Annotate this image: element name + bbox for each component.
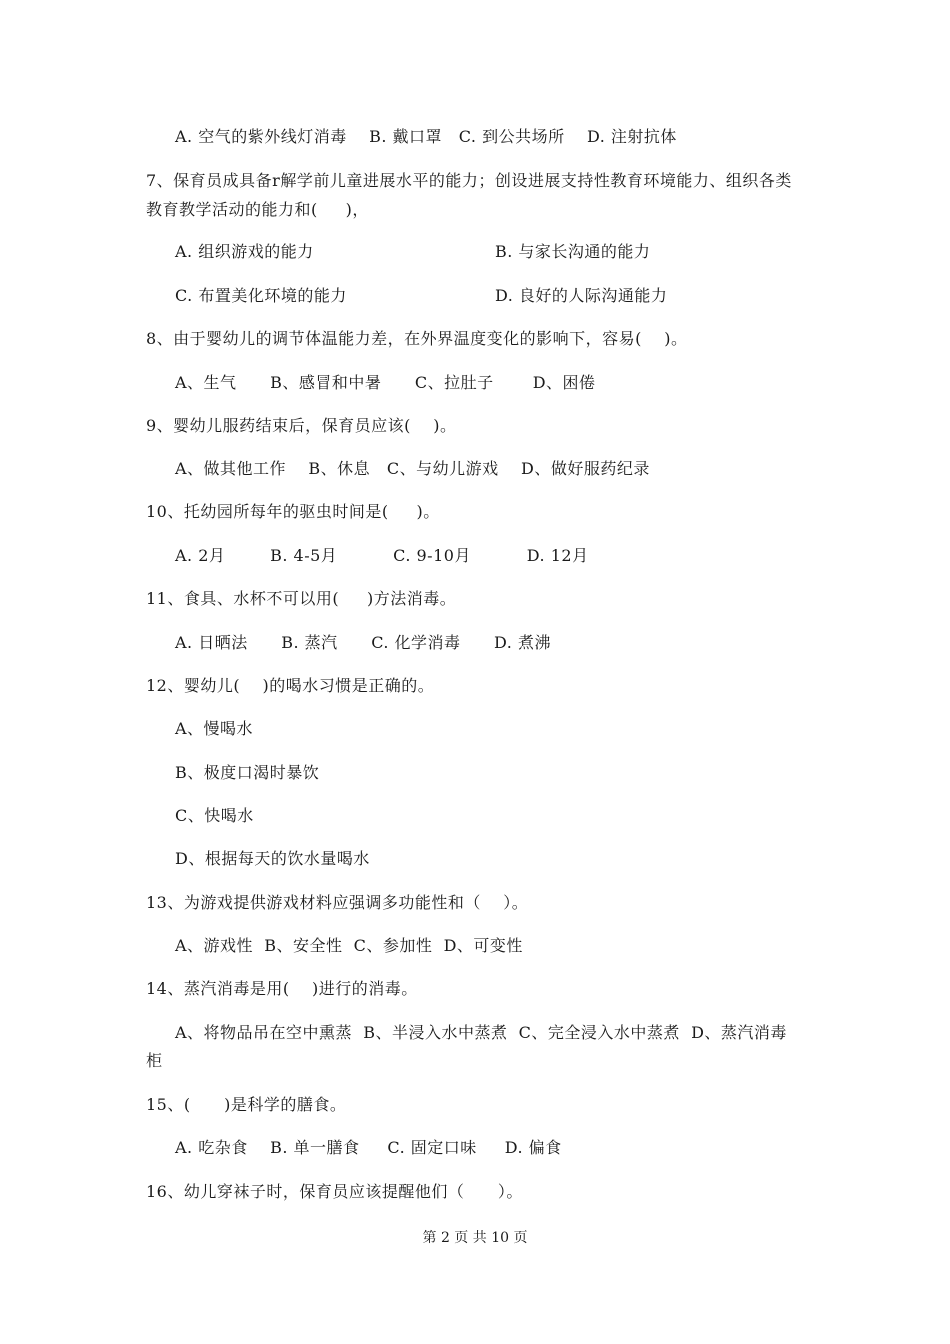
q7-option-b: B. 与家长沟通的能力 <box>495 242 651 261</box>
q13-stem: 13、为游戏提供游戏材料应强调多功能性和（ ）。 <box>146 893 529 912</box>
q15-stem: 15、( )是科学的膳食。 <box>146 1095 347 1114</box>
q11-options: A. 日晒法 B. 蒸汽 C. 化学消毒 D. 煮沸 <box>175 633 551 652</box>
q11-stem: 11、食具、水杯不可以用( )方法消毒。 <box>146 589 457 608</box>
q12-option-b: B、极度口渴时暴饮 <box>175 763 320 782</box>
q12-option-a: A、慢喝水 <box>175 719 254 738</box>
q7-option-d: D. 良好的人际沟通能力 <box>495 286 668 305</box>
q13-options: A、游戏性 B、安全性 C、参加性 D、可变性 <box>175 936 523 955</box>
q16-stem: 16、幼儿穿袜子时，保育员应该提醒他们（ ）。 <box>146 1182 523 1201</box>
q14-options-line1: A、将物品吊在空中熏蒸 B、半浸入水中蒸煮 C、完全浸入水中蒸煮 D、蒸汽消毒 <box>175 1023 787 1042</box>
q8-stem: 8、由于婴幼儿的调节体温能力差，在外界温度变化的影响下，容易( )。 <box>146 329 688 348</box>
q12-option-d: D、根据每天的饮水量喝水 <box>175 849 370 868</box>
q7-stem-line2: 教育教学活动的能力和( )， <box>146 200 369 219</box>
q9-stem: 9、婴幼儿服药结束后，保育员应该( )。 <box>146 416 457 435</box>
page-footer: 第 2 页 共 10 页 <box>422 1230 528 1246</box>
q7-option-a: A. 组织游戏的能力 <box>175 242 314 261</box>
q12-stem: 12、婴幼儿( )的喝水习惯是正确的。 <box>146 676 435 695</box>
q14-options-line2: 柜 <box>146 1051 163 1070</box>
q6-options: A. 空气的紫外线灯消毒 B. 戴口罩 C. 到公共场所 D. 注射抗体 <box>175 127 677 146</box>
q10-stem: 10、托幼园所每年的驱虫时间是( )。 <box>146 502 440 521</box>
q7-stem-line1: 7、保育员成具备r解学前儿童进展水平的能力；创设进展支持性教育环境能力、组织各类 <box>146 171 792 190</box>
q14-stem: 14、蒸汽消毒是用( )进行的消毒。 <box>146 979 418 998</box>
q9-options: A、做其他工作 B、休息 C、与幼儿游戏 D、做好服药纪录 <box>175 459 650 478</box>
q12-option-c: C、快喝水 <box>175 806 254 825</box>
q15-options: A. 吃杂食 B. 单一膳食 C. 固定口味 D. 偏食 <box>175 1138 562 1157</box>
q8-options: A、生气 B、感冒和中暑 C、拉肚子 D、困倦 <box>175 373 596 392</box>
q7-option-c: C. 布置美化环境的能力 <box>175 286 347 305</box>
q10-options: A. 2月 B. 4-5月 C. 9-10月 D. 12月 <box>175 546 589 565</box>
